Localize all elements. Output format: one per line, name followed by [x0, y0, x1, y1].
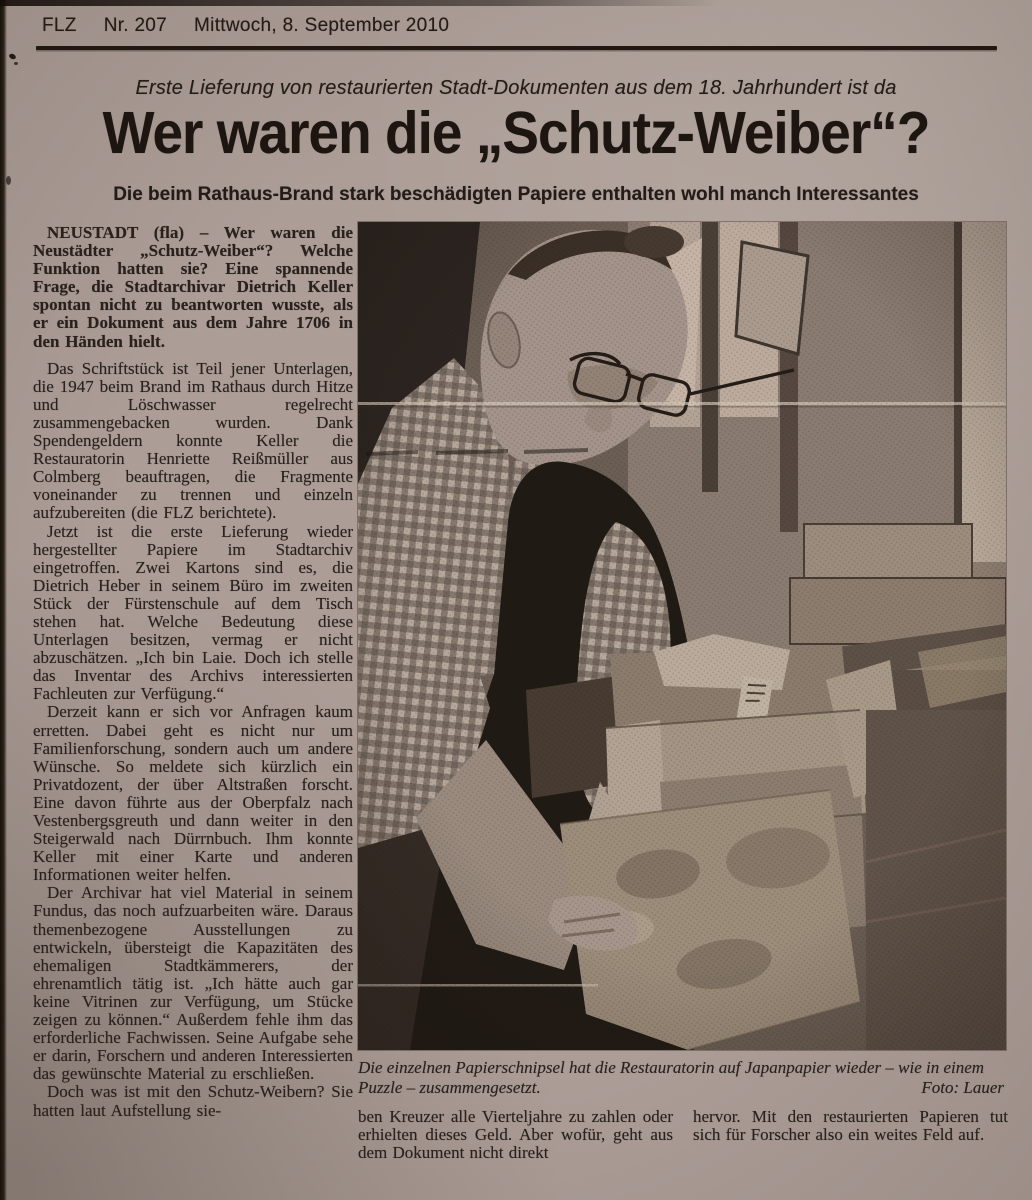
issue-number: Nr. 207 [103, 15, 168, 36]
masthead-rule [36, 46, 997, 50]
article-photo [358, 222, 1006, 1050]
body-paragraph: Der Archivar hat viel Material in seinem Fundus, das noch aufzuarbeiten wäre. Daraus themenbezogene Ausstellungen zu entwickeln, übersteigt die Kapazitäten des ehemaligen Stadtkämmerers, der ehrenamtlich tätig ist. „Ich hätte auch gar keine Vitrinen zur Verfügung, um Stücke zeigen zu können.“ Außerdem fehle ihm das erforderliche Fachwissen. Seine Aufgabe sehe er darin, Forschern und anderen Interessierten das gewünschte Material zu erschließen. [33, 883, 353, 1084]
scan-edge-top [0, 0, 720, 6]
photo-illustration [358, 222, 1006, 1050]
subhead: Die beim Rathaus-Brand stark beschädigten Papiere enthalten wohl manch Interessantes [113, 184, 919, 205]
masthead [42, 15, 449, 37]
photo-credit: Foto: Lauer [921, 1078, 1004, 1097]
ink-speck [14, 62, 18, 65]
body-paragraph: Jetzt ist die erste Lieferung wieder hergestellter Papiere im Stadtarchiv eingetroffen. Zwei Kartons sind es, die Dietrich Heber in seinem Büro im zweiten Stück der Fürstenschule auf dem Tisch stehen hat. Welche Bedeutung diese Unterlagen besitzen, vermag er nicht abzuschätzen. „Ich bin Laie. Doch ich stelle das Inventar des Archivs interessierten Fachleuten zur Verfügung.“ [33, 521, 353, 704]
continuation-column-1: ben Kreuzer alle Vierteljahre zu zahlen oder erhielten dieses Geld. Aber wofür, geht aus dem Dokument nicht direkt [358, 1107, 673, 1163]
ink-speck [8, 53, 16, 60]
body-paragraph: Das Schriftstück ist Teil jener Unterlagen, die 1947 beim Brand im Rathaus durch Hitze und Löschwasser regelrecht zusammengebacken wurden. Dank Spendengeldern konnte Keller die Restauratorin Henriette Reißmüller aus Colmberg beauftragen, die Fragmente voneinander zu trennen und einzeln aufzubereiten (die FLZ berichtete). [33, 358, 353, 523]
photo-caption [358, 1058, 1006, 1098]
kicker: Erste Lieferung von restaurierten Stadt-Dokumenten aus dem 18. Jahrhundert ist da [135, 77, 897, 99]
paper-name: FLZ [42, 15, 77, 36]
headline: Wer waren die „Schutz-Weiber“? [102, 100, 930, 166]
body-paragraph: Derzeit kann er sich vor Anfragen kaum erretten. Dabei geht es nicht nur um Familienforschung, sondern auch um andere Wünsche. So meldete sich kürzlich ein Privatdozent, der über Altstraßen forscht. Eine davon führte aus der Oberpfalz nach Vestenbergsgreuth und dann weiter in den Steigerwald nach Dürrnbuch. Ihm konnte Keller mit einer Karte und anderen Informationen weiter helfen. [33, 702, 353, 885]
body-paragraph: Doch was ist mit den Schutz-Weibern? Sie hatten laut Aufstellung sie- [33, 1082, 353, 1120]
lead-paragraph: NEUSTADT (fla) – Wer waren die Neustädter „Schutz-Weiber“? Welche Funktion hatten sie? Eine spannende Frage, die Stadtarchivar Dietrich Keller spontan nicht zu beantworten wusste, als er ein Dokument aus dem Jahre 1706 in den Händen hielt. [33, 223, 353, 351]
left-text-column [33, 224, 353, 1120]
continuation-column-2: hervor. Mit den restaurierten Papieren tut sich für Forscher also ein weites Feld auf. [693, 1107, 1008, 1145]
issue-date: Mittwoch, 8. September 2010 [194, 15, 450, 36]
continuation-columns [358, 1108, 1008, 1162]
photo-caption-text: Die einzelnen Papierschnipsel hat die Restauratorin auf Japanpapier wieder – wie in einem Puzzle – zusammengesetzt. [358, 1058, 985, 1097]
